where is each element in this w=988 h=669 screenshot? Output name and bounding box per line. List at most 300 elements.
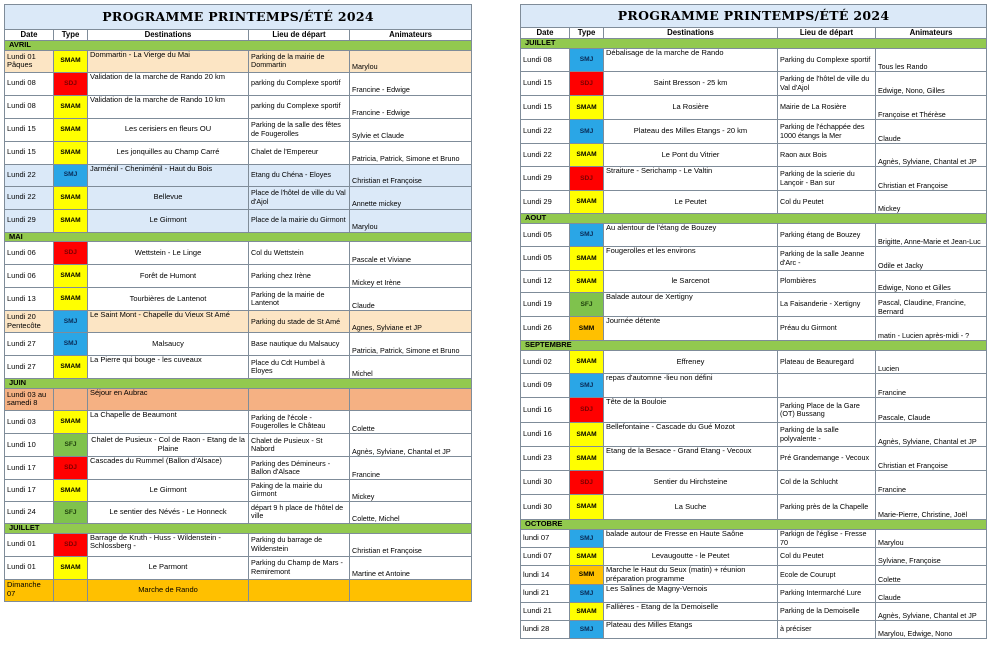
table-row <box>521 566 987 585</box>
month-label: AVRIL <box>5 41 472 51</box>
date-cell: Lundi 13 <box>5 288 54 311</box>
animateurs-cell: Francine - Edwige <box>350 95 472 118</box>
type-badge: SMM <box>570 566 604 585</box>
date-cell: Lundi 23 <box>521 447 570 471</box>
lieu-depart-cell: parking du Complexe sportif <box>249 95 350 118</box>
date-cell: Lundi 30 <box>521 495 570 520</box>
destination-cell: Plateau des Milles Etangs - 20 km <box>604 120 778 144</box>
lieu-depart-cell: Base nautique du Malsaucy <box>249 333 350 356</box>
table-row <box>521 224 987 247</box>
animateurs-cell <box>350 388 472 410</box>
type-badge: SMAM <box>570 351 604 374</box>
type-badge: SMJ <box>570 585 604 603</box>
table-row <box>521 374 987 398</box>
month-label: SEPTEMBRE <box>521 341 987 351</box>
table-row <box>5 95 472 118</box>
type-badge: SFJ <box>570 293 604 317</box>
header-destinations: Destinations <box>88 30 249 41</box>
destination-cell: Les cerisiers en fleurs OU <box>88 118 249 141</box>
date-cell: Lundi 08 <box>5 72 54 95</box>
month-row <box>5 379 472 389</box>
month-row <box>5 41 472 51</box>
animateurs-cell: Patricia, Patrick, Simone et Bruno <box>350 333 472 356</box>
title-row <box>521 5 987 28</box>
table-row <box>5 579 472 601</box>
lieu-depart-cell: Col du Wettstein <box>249 242 350 265</box>
date-cell: Lundi 01 Pâques <box>5 50 54 72</box>
type-badge: SDJ <box>54 456 88 479</box>
table-row <box>521 49 987 72</box>
table-row <box>521 471 987 495</box>
table-row <box>521 96 987 120</box>
type-badge <box>54 579 88 601</box>
animateurs-cell: Edwige, Nono, Gilles <box>876 72 987 96</box>
type-badge: SMAM <box>54 95 88 118</box>
table-row <box>521 351 987 374</box>
animateurs-cell <box>350 579 472 601</box>
type-badge: SMM <box>570 317 604 341</box>
animateurs-cell: Pascal, Claudine, Francine, Bernard <box>876 293 987 317</box>
date-cell: lundi 21 <box>521 585 570 603</box>
animateurs-cell: Marylou <box>350 209 472 232</box>
date-cell: Lundi 02 <box>521 351 570 374</box>
date-cell: Lundi 09 <box>521 374 570 398</box>
lieu-depart-cell: à préciser <box>778 621 876 639</box>
lieu-depart-cell: Parking du stade de St Amé <box>249 311 350 333</box>
type-badge: SFJ <box>54 433 88 456</box>
month-row <box>521 341 987 351</box>
lieu-depart-cell: Parking du Complexe sportif <box>778 49 876 72</box>
date-cell: Lundi 29 <box>521 167 570 191</box>
destination-cell: repas d'automne -lieu non défini <box>604 374 778 398</box>
table-row <box>5 533 472 556</box>
header-type: Type <box>54 30 88 41</box>
table-row <box>521 72 987 96</box>
animateurs-cell: Colette <box>876 566 987 585</box>
type-badge: SMAM <box>54 186 88 209</box>
table-row <box>5 209 472 232</box>
type-badge: SDJ <box>54 242 88 265</box>
type-badge: SMAM <box>54 356 88 379</box>
date-cell: Lundi 05 <box>521 247 570 271</box>
animateurs-cell: Odile et Jacky <box>876 247 987 271</box>
lieu-depart-cell: Raon aux Bois <box>778 144 876 167</box>
lieu-depart-cell: départ 9 h place de l'hôtel de ville <box>249 501 350 523</box>
date-cell: Lundi 15 <box>521 96 570 120</box>
animateurs-cell: Marylou <box>350 50 472 72</box>
lieu-depart-cell: Parking de la salle des fêtes de Fougerolles <box>249 118 350 141</box>
lieu-depart-cell: Parking de l'école - Fougerolles le Château <box>249 410 350 433</box>
date-cell: Lundi 24 <box>5 501 54 523</box>
type-badge: SMJ <box>570 621 604 639</box>
table-row <box>5 141 472 164</box>
month-row <box>521 520 987 530</box>
date-cell: Lundi 22 <box>5 186 54 209</box>
destination-cell: Marche le Haut du Seux (matin) + réunion préparation programme <box>604 566 778 585</box>
date-cell: Lundi 30 <box>521 471 570 495</box>
lieu-depart-cell: Etang du Chéna - Eloyes <box>249 164 350 186</box>
lieu-depart-cell: La Faisanderie - Xertigny <box>778 293 876 317</box>
animateurs-cell: Colette, Michel <box>350 501 472 523</box>
destination-cell: Barrage de Kruth - Huss - Wildenstein - Schlossberg - <box>88 533 249 556</box>
lieu-depart-cell: Chalet de l'Empereur <box>249 141 350 164</box>
destination-cell: Journée détente <box>604 317 778 341</box>
lieu-depart-cell: Place de la mairie du Girmont <box>249 209 350 232</box>
type-badge: SMAM <box>570 191 604 214</box>
date-cell: Lundi 08 <box>521 49 570 72</box>
animateurs-cell: Francine <box>876 374 987 398</box>
date-cell: Lundi 22 <box>521 144 570 167</box>
destination-cell: Le Parmont <box>88 556 249 579</box>
lieu-depart-cell: Parking étang de Bouzey <box>778 224 876 247</box>
table-row <box>5 556 472 579</box>
destination-cell: Chalet de Pusieux - Col de Raon - Etang de la Plaine <box>88 433 249 456</box>
animateurs-cell: Francine <box>876 471 987 495</box>
month-label: JUIN <box>5 379 472 389</box>
table-row <box>5 242 472 265</box>
type-badge: SMAM <box>570 603 604 621</box>
date-cell: lundi 28 <box>521 621 570 639</box>
table-row <box>521 603 987 621</box>
destination-cell: Tête de la Bouloie <box>604 398 778 423</box>
destination-cell: Fallières - Etang de la Demoiselle <box>604 603 778 621</box>
destination-cell: Le Peutet <box>604 191 778 214</box>
date-cell: Lundi 01 <box>5 556 54 579</box>
animateurs-cell: Agnès, Sylviane, Chantal et JP <box>350 433 472 456</box>
header-date: Date <box>5 30 54 41</box>
animateurs-cell: Agnès, Sylviane, Chantal et JP <box>876 603 987 621</box>
type-badge: SMAM <box>570 271 604 293</box>
lieu-depart-cell: Parking Intermarché Lure <box>778 585 876 603</box>
month-label: OCTOBRE <box>521 520 987 530</box>
header-destinations: Destinations <box>604 28 778 39</box>
destination-cell: Au alentour de l'étang de Bouzey <box>604 224 778 247</box>
lieu-depart-cell: Parking de la mairie de Lantenot <box>249 288 350 311</box>
date-cell: Lundi 15 <box>521 72 570 96</box>
table-row <box>5 356 472 379</box>
date-cell: Lundi 03 <box>5 410 54 433</box>
table-row <box>521 247 987 271</box>
animateurs-cell: Claude <box>876 585 987 603</box>
lieu-depart-cell: Parking de la salle Jeanne d'Arc - <box>778 247 876 271</box>
animateurs-cell: Brigitte, Anne-Marie et Jean-Luc <box>876 224 987 247</box>
date-cell: Lundi 15 <box>5 118 54 141</box>
lieu-depart-cell: Mairie de La Rosière <box>778 96 876 120</box>
animateurs-cell: Colette <box>350 410 472 433</box>
type-badge: SMJ <box>570 374 604 398</box>
animateurs-cell: Christian et Françoise <box>876 167 987 191</box>
date-cell: Lundi 10 <box>5 433 54 456</box>
animateurs-cell: Christian et Françoise <box>876 447 987 471</box>
lieu-depart-cell: Place du Cdt Humbel à Eloyes <box>249 356 350 379</box>
date-cell: Lundi 20 Pentecôte <box>5 311 54 333</box>
type-badge: SMJ <box>570 120 604 144</box>
type-badge: SMJ <box>54 164 88 186</box>
lieu-depart-cell: parking du Complexe sportif <box>249 72 350 95</box>
destination-cell: Marche de Rando <box>88 579 249 601</box>
lieu-depart-cell: Paking de la mairie du Girmont <box>249 479 350 501</box>
table-row <box>521 423 987 447</box>
date-cell: Lundi 05 <box>521 224 570 247</box>
animateurs-cell: Pascale, Claude <box>876 398 987 423</box>
type-badge: SMJ <box>54 311 88 333</box>
header-lieu: Lieu de départ <box>778 28 876 39</box>
animateurs-cell: Agnès, Sylviane, Chantal et JP <box>876 423 987 447</box>
destination-cell: Malsaucy <box>88 333 249 356</box>
animateurs-cell: Francine <box>350 456 472 479</box>
animateurs-cell: Mickey <box>350 479 472 501</box>
type-badge: SMAM <box>570 144 604 167</box>
header-date: Date <box>521 28 570 39</box>
lieu-depart-cell: Parking des Démineurs - Ballon d'Alsace <box>249 456 350 479</box>
table-row <box>5 164 472 186</box>
month-label: JUILLET <box>521 39 987 49</box>
type-badge: SMAM <box>54 556 88 579</box>
date-cell: Lundi 17 <box>5 456 54 479</box>
type-badge: SFJ <box>54 501 88 523</box>
month-label: JUILLET <box>5 523 472 533</box>
lieu-depart-cell: Pré Grandemange - Vecoux <box>778 447 876 471</box>
title-row <box>5 5 472 30</box>
lieu-depart-cell: Parking de la mairie de Dommartin <box>249 50 350 72</box>
header-type: Type <box>570 28 604 39</box>
month-row <box>5 232 472 242</box>
page-title: PROGRAMME PRINTEMPS/ÉTÉ 2024 <box>521 5 987 28</box>
animateurs-cell: Marie-Pierre, Christine, Joël <box>876 495 987 520</box>
lieu-depart-cell: Place de l'hôtel de ville du Val d'Ajol <box>249 186 350 209</box>
table-row <box>5 410 472 433</box>
type-badge: SMAM <box>54 50 88 72</box>
destination-cell: Le Saint Mont - Chapelle du Vieux St Amé <box>88 311 249 333</box>
animateurs-cell: Lucien <box>876 351 987 374</box>
date-cell: Lundi 01 <box>5 533 54 556</box>
type-badge: SMAM <box>570 423 604 447</box>
animateurs-cell: Christian et Françoise <box>350 533 472 556</box>
lieu-depart-cell: Préau du Girmont <box>778 317 876 341</box>
animateurs-cell: Agnès, Sylviane, Chantal et JP <box>876 144 987 167</box>
table-row <box>5 288 472 311</box>
date-cell: Lundi 03 au samedi 8 <box>5 388 54 410</box>
type-badge: SMJ <box>570 530 604 548</box>
type-badge: SMAM <box>54 479 88 501</box>
destination-cell: Le Pont du Vitrier <box>604 144 778 167</box>
lieu-depart-cell: Parking chez Irène <box>249 265 350 288</box>
destination-cell: La Chapelle de Beaumont <box>88 410 249 433</box>
destination-cell: Saint Bresson - 25 km <box>604 72 778 96</box>
animateurs-cell: Pascale et Viviane <box>350 242 472 265</box>
header-row <box>521 28 987 39</box>
destination-cell: Débalisage de la marche de Rando <box>604 49 778 72</box>
type-badge: SDJ <box>54 533 88 556</box>
destination-cell: Bellevue <box>88 186 249 209</box>
destination-cell: Straiture - Serichamp - Le Valtin <box>604 167 778 191</box>
month-row <box>521 39 987 49</box>
table-row <box>521 585 987 603</box>
type-badge: SMAM <box>54 118 88 141</box>
type-badge: SMAM <box>54 288 88 311</box>
destination-cell: Fougerolles et les environs <box>604 247 778 271</box>
animateurs-cell: Christian et Françoise <box>350 164 472 186</box>
lieu-depart-cell: Parking de la Demoiselle <box>778 603 876 621</box>
date-cell: Lundi 27 <box>5 356 54 379</box>
animateurs-cell: Mickey <box>876 191 987 214</box>
destination-cell: Séjour en Aubrac <box>88 388 249 410</box>
destination-cell: Effreney <box>604 351 778 374</box>
type-badge: SMAM <box>570 96 604 120</box>
date-cell: Lundi 07 <box>521 548 570 566</box>
date-cell: Lundi 08 <box>5 95 54 118</box>
animateurs-cell: Claude <box>350 288 472 311</box>
type-badge: SMAM <box>570 247 604 271</box>
animateurs-cell: Marylou, Edwige, Nono <box>876 621 987 639</box>
destination-cell: le Sarcenot <box>604 271 778 293</box>
table-row <box>521 621 987 639</box>
destination-cell: La Pierre qui bouge - les cuveaux <box>88 356 249 379</box>
lieu-depart-cell: Col du Peutet <box>778 191 876 214</box>
destination-cell: Plateau des Milles Etangs <box>604 621 778 639</box>
month-row <box>5 523 472 533</box>
lieu-depart-cell: Parking de l'échappée des 1000 étangs la Mer <box>778 120 876 144</box>
destination-cell: Wettstein - Le Linge <box>88 242 249 265</box>
type-badge: SMAM <box>570 548 604 566</box>
animateurs-cell: Sylvie et Claude <box>350 118 472 141</box>
type-badge: SMAM <box>54 265 88 288</box>
animateurs-cell: Annette mickey <box>350 186 472 209</box>
destination-cell: Levaugoutte - le Peutet <box>604 548 778 566</box>
header-lieu: Lieu de départ <box>249 30 350 41</box>
table-row <box>5 501 472 523</box>
date-cell: Lundi 06 <box>5 265 54 288</box>
lieu-depart-cell <box>778 374 876 398</box>
animateurs-cell: Michel <box>350 356 472 379</box>
destination-cell: Bellefontaine - Cascade du Gué Mozot <box>604 423 778 447</box>
destination-cell: Validation de la marche de Rando 20 km <box>88 72 249 95</box>
date-cell: Lundi 16 <box>521 398 570 423</box>
animateurs-cell: Mickey et Irène <box>350 265 472 288</box>
table-row <box>521 530 987 548</box>
date-cell: lundi 14 <box>521 566 570 585</box>
month-row <box>521 214 987 224</box>
schedule-table <box>4 4 472 602</box>
type-badge: SMAM <box>570 495 604 520</box>
date-cell: Lundi 26 <box>521 317 570 341</box>
table-row <box>5 50 472 72</box>
lieu-depart-cell: Parkign de l'église - Fresse 70 <box>778 530 876 548</box>
date-cell: Dimanche 07 <box>5 579 54 601</box>
type-badge: SMJ <box>54 333 88 356</box>
date-cell: Lundi 15 <box>5 141 54 164</box>
destination-cell: Balade autour de Xertigny <box>604 293 778 317</box>
lieu-depart-cell <box>249 579 350 601</box>
table-row <box>521 495 987 520</box>
destination-cell: Le Girmont <box>88 209 249 232</box>
header-animateurs: Animateurs <box>876 28 987 39</box>
animateurs-cell: Claude <box>876 120 987 144</box>
destination-cell: Etang de la Besace - Grand Etang - Vecoux <box>604 447 778 471</box>
type-badge: SMAM <box>54 141 88 164</box>
date-cell: Lundi 16 <box>521 423 570 447</box>
table-row <box>5 265 472 288</box>
lieu-depart-cell: Parking de l'hôtel de ville du Val d'Ajol <box>778 72 876 96</box>
lieu-depart-cell: Parking de la scierie du Lançoir - Ban sur <box>778 167 876 191</box>
date-cell: Lundi 29 <box>521 191 570 214</box>
table-row <box>5 433 472 456</box>
animateurs-cell: Martine et Antoine <box>350 556 472 579</box>
header-animateurs: Animateurs <box>350 30 472 41</box>
type-badge: SDJ <box>54 72 88 95</box>
animateurs-cell: matin - Lucien après-midi - ? <box>876 317 987 341</box>
table-row <box>5 388 472 410</box>
lieu-depart-cell: Col du Peutet <box>778 548 876 566</box>
date-cell: lundi 07 <box>521 530 570 548</box>
lieu-depart-cell: Plombières <box>778 271 876 293</box>
page-title: PROGRAMME PRINTEMPS/ÉTÉ 2024 <box>5 5 472 30</box>
table-row <box>521 447 987 471</box>
table-row <box>521 191 987 214</box>
date-cell: Lundi 17 <box>5 479 54 501</box>
date-cell: Lundi 27 <box>5 333 54 356</box>
table-row <box>5 456 472 479</box>
destination-cell: Jarménil - Cheniménil - Haut du Bois <box>88 164 249 186</box>
destination-cell: Forêt de Humont <box>88 265 249 288</box>
destination-cell: Validation de la marche de Rando 10 km <box>88 95 249 118</box>
table-row <box>5 186 472 209</box>
type-badge: SDJ <box>570 471 604 495</box>
date-cell: Lundi 21 <box>521 603 570 621</box>
date-cell: Lundi 19 <box>521 293 570 317</box>
type-badge: SDJ <box>570 167 604 191</box>
date-cell: Lundi 12 <box>521 271 570 293</box>
schedule-table <box>520 4 987 639</box>
month-label: AOUT <box>521 214 987 224</box>
destination-cell: Le Girmont <box>88 479 249 501</box>
table-row <box>5 333 472 356</box>
table-row <box>5 311 472 333</box>
destination-cell: Sentier du Hirchsteine <box>604 471 778 495</box>
destination-cell: balade autour de Fresse en Haute Saône <box>604 530 778 548</box>
type-badge: SDJ <box>570 72 604 96</box>
table-row <box>521 167 987 191</box>
table-row <box>521 548 987 566</box>
lieu-depart-cell <box>249 388 350 410</box>
table-row <box>521 293 987 317</box>
destination-cell: La Suche <box>604 495 778 520</box>
table-row <box>521 398 987 423</box>
date-cell: Lundi 22 <box>5 164 54 186</box>
animateurs-cell: Françoise et Thérèse <box>876 96 987 120</box>
destination-cell: Tourbières de Lantenot <box>88 288 249 311</box>
animateurs-cell: Patricia, Patrick, Simone et Bruno <box>350 141 472 164</box>
lieu-depart-cell: Parking près de la Chapelle <box>778 495 876 520</box>
lieu-depart-cell: Ecole de Courupt <box>778 566 876 585</box>
table-row <box>5 72 472 95</box>
lieu-depart-cell: Col de la Schlucht <box>778 471 876 495</box>
table-row <box>5 479 472 501</box>
lieu-depart-cell: Parking Place de la Gare (OT) Bussang <box>778 398 876 423</box>
animateurs-cell: Sylviane, Françoise <box>876 548 987 566</box>
date-cell: Lundi 06 <box>5 242 54 265</box>
header-row <box>5 30 472 41</box>
type-badge: SMAM <box>570 447 604 471</box>
animateurs-cell: Marylou <box>876 530 987 548</box>
programme-table-left <box>4 4 471 602</box>
lieu-depart-cell: Parking du Champ de Mars - Remiremont <box>249 556 350 579</box>
type-badge: SMAM <box>54 209 88 232</box>
destination-cell: Les jonquilles au Champ Carré <box>88 141 249 164</box>
lieu-depart-cell: Parking du barrage de Wildenstein <box>249 533 350 556</box>
table-row <box>521 317 987 341</box>
table-row <box>521 144 987 167</box>
